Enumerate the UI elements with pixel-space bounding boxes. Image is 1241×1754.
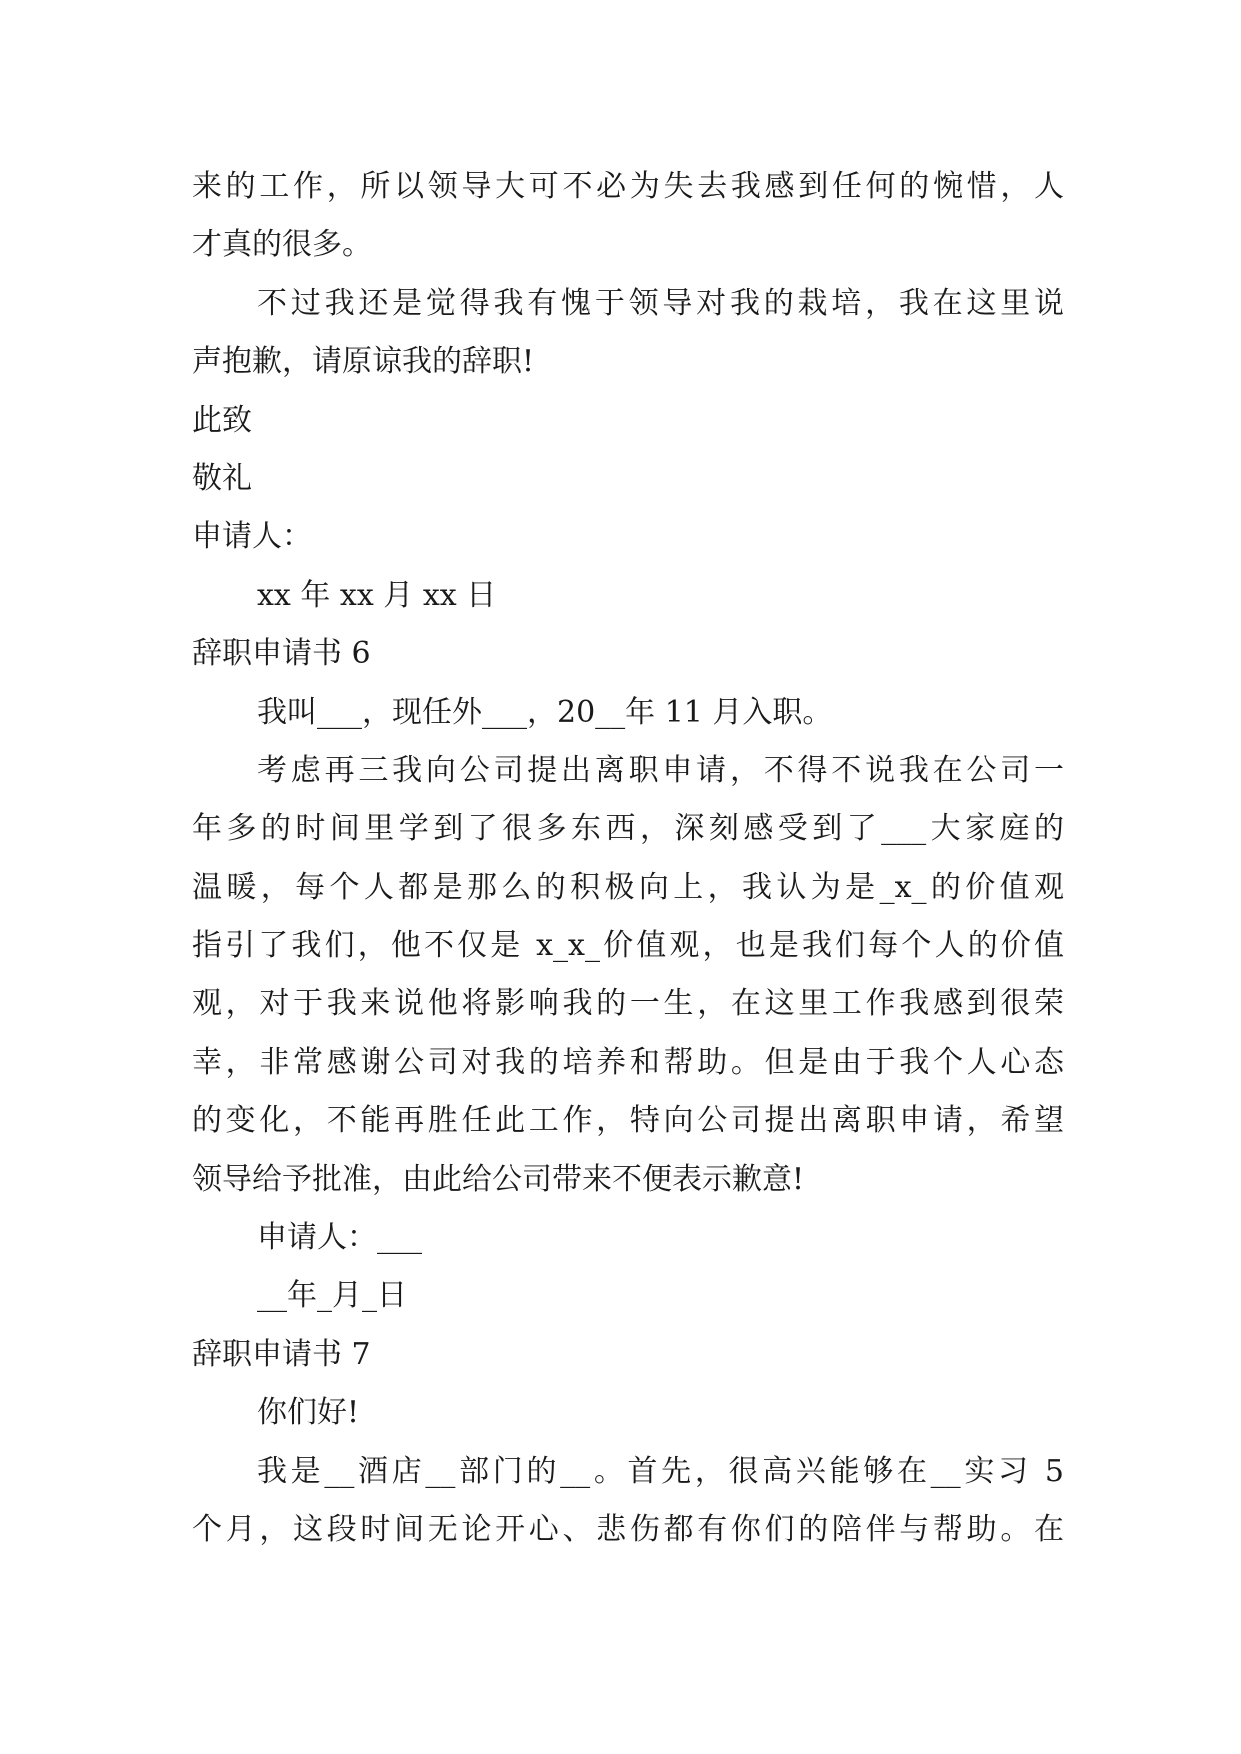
section-heading: 辞职申请书 7: [192, 1336, 371, 1372]
paragraph-line: 年多的时间里学到了很多东西，深刻感受到了___大家庭的: [192, 811, 1064, 847]
paragraph-line: 的变化，不能再胜任此工作，特向公司提出离职申请，希望: [192, 1103, 1064, 1139]
paragraph-line: 声抱歉，请原谅我的辞职!: [192, 344, 535, 380]
paragraph-line: 指引了我们，他不仅是 x_x_价值观，也是我们每个人的价值: [192, 928, 1064, 964]
paragraph-line: 领导给予批准，由此给公司带来不便表示歉意!: [192, 1161, 805, 1197]
paragraph-line: 温暖，每个人都是那么的积极向上，我认为是_x_的价值观: [192, 869, 1064, 905]
paragraph-line: 我是__酒店__部门的__。首先，很高兴能够在__实习 5: [257, 1453, 1064, 1489]
date-line: xx 年 xx 月 xx 日: [257, 577, 497, 613]
paragraph-line: 个月，这段时间无论开心、悲伤都有你们的陪伴与帮助。在: [192, 1511, 1064, 1547]
applicant-label: 申请人：: [192, 519, 312, 555]
paragraph-line: 来的工作，所以领导大可不必为失去我感到任何的惋惜，人: [192, 169, 1064, 204]
paragraph-line: 不过我还是觉得我有愧于领导对我的栽培，我在这里说: [257, 285, 1064, 321]
date-line: __年_月_日: [257, 1278, 407, 1314]
section-heading: 辞职申请书 6: [192, 636, 371, 672]
greeting: 你们好!: [257, 1395, 360, 1431]
paragraph-line: 观，对于我来说他将影响我的一生，在这里工作我感到很荣: [192, 986, 1064, 1022]
paragraph-line: 考虑再三我向公司提出离职申请，不得不说我在公司一: [257, 752, 1064, 788]
applicant-label: 申请人：___: [257, 1220, 422, 1256]
paragraph-line: 我叫___，现任外___，20__年 11 月入职。: [257, 694, 833, 730]
paragraph-line: 幸，非常感谢公司对我的培养和帮助。但是由于我个人心态: [192, 1044, 1064, 1080]
paragraph-line: 才真的很多。: [192, 227, 372, 263]
closing-regards: 敬礼: [192, 460, 252, 496]
closing-salutation: 此致: [192, 402, 252, 438]
document-body: [192, 158, 1064, 1559]
